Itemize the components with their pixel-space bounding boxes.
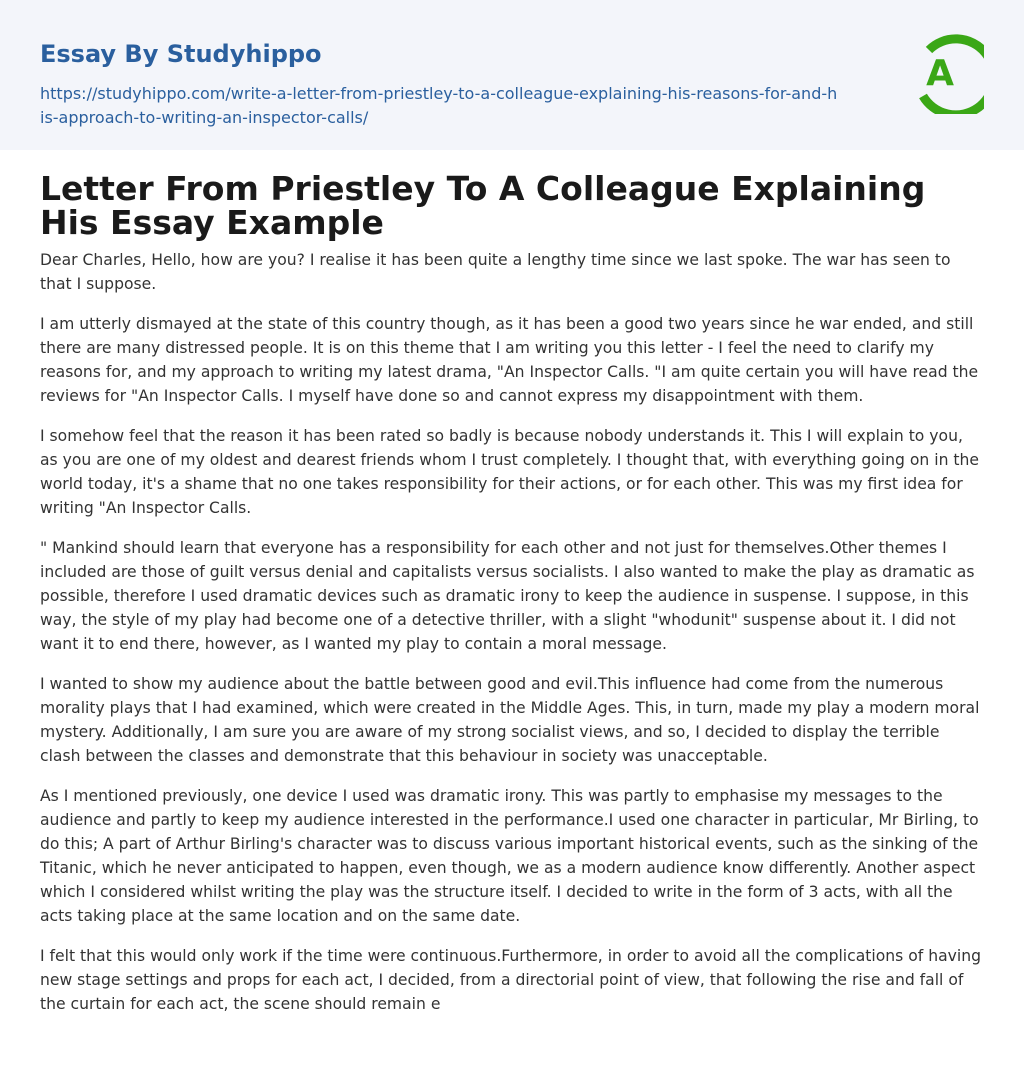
page-title: Letter From Priestley To A Colleague Explaining His Essay Example: [40, 169, 926, 242]
paragraph: " Mankind should learn that everyone has a responsibility for each other and not just for themselves.Other themes I included are those of guilt versus denial and capitalists versus socialists. I also wanted to make the play as dramatic as possible, therefore I used dramatic devices such as dramatic irony to keep the audience in suspense. I suppose, in this way, the style of my play had become one of a detective thriller, with a slight "whodunit" suspense about it. I did not want it to end there, however, as I wanted my play to contain a moral message.: [40, 539, 975, 653]
article-body: [0, 169, 1024, 1016]
paragraph: As I mentioned previously, one device I used was dramatic irony. This was partly to emphasise my messages to the audience and partly to keep my audience interested in the performance.I used one character in particular, Mr Birling, to do this; A part of Arthur Birling's character was to discuss various important historical events, such as the sinking of the Titanic, which he never anticipated to happen, even though, we as a modern audience know differently. Another aspect which I considered whilst writing the play was the structure itself. I decided to write in the form of 3 acts, with all the acts taking place at the same location and on the same date.: [40, 787, 979, 925]
brand-title[interactable]: Essay By Studyhippo: [40, 40, 322, 68]
paragraph: I somehow feel that the reason it has been rated so badly is because nobody understands it. This I will explain to you, as you are one of my oldest and dearest friends whom I trust completely. I thought that, with everything going on in the world today, it's a shame that no one takes responsibility for their actions, or for each other. This was my first idea for writing "An Inspector Calls.: [40, 427, 980, 517]
source-url-link[interactable]: https://studyhippo.com/write-a-letter-from-priestley-to-a-colleague-explaining-his-reasons-for-and-his-approach-to-writing-an-inspector-calls/: [40, 84, 838, 127]
site-header: [0, 0, 1024, 150]
logo-letter: A: [926, 53, 954, 94]
paragraph: Dear Charles, Hello, how are you? I realise it has been quite a lengthy time since we last spoke. The war has seen to that I suppose.: [40, 251, 951, 293]
grade-a-ring-icon[interactable]: [912, 30, 984, 114]
paragraph: I wanted to show my audience about the battle between good and evil.This influence had come from the numerous morality plays that I had examined, which were created in the Middle Ages. This, in turn, made my play a modern moral mystery. Additionally, I am sure you are aware of my strong socialist views, and so, I decided to display the terrible clash between the classes and demonstrate that this behaviour in society was unacceptable.: [40, 675, 980, 765]
paragraph: I am utterly dismayed at the state of this country though, as it has been a good two years since he war ended, and still there are many distressed people. It is on this theme that I am writing you this letter - I feel the need to clarify my reasons for, and my approach to writing my latest drama, "An Inspector Calls. "I am quite certain you will have read the reviews for "An Inspector Calls. I myself have done so and cannot express my disappointment with them.: [40, 315, 979, 405]
paragraph: I felt that this would only work if the time were continuous.Furthermore, in order to avoid all the complications of having new stage settings and props for each act, I decided, from a directorial point of view, that following the rise and fall of the curtain for each act, the scene should remain e: [40, 947, 981, 1013]
